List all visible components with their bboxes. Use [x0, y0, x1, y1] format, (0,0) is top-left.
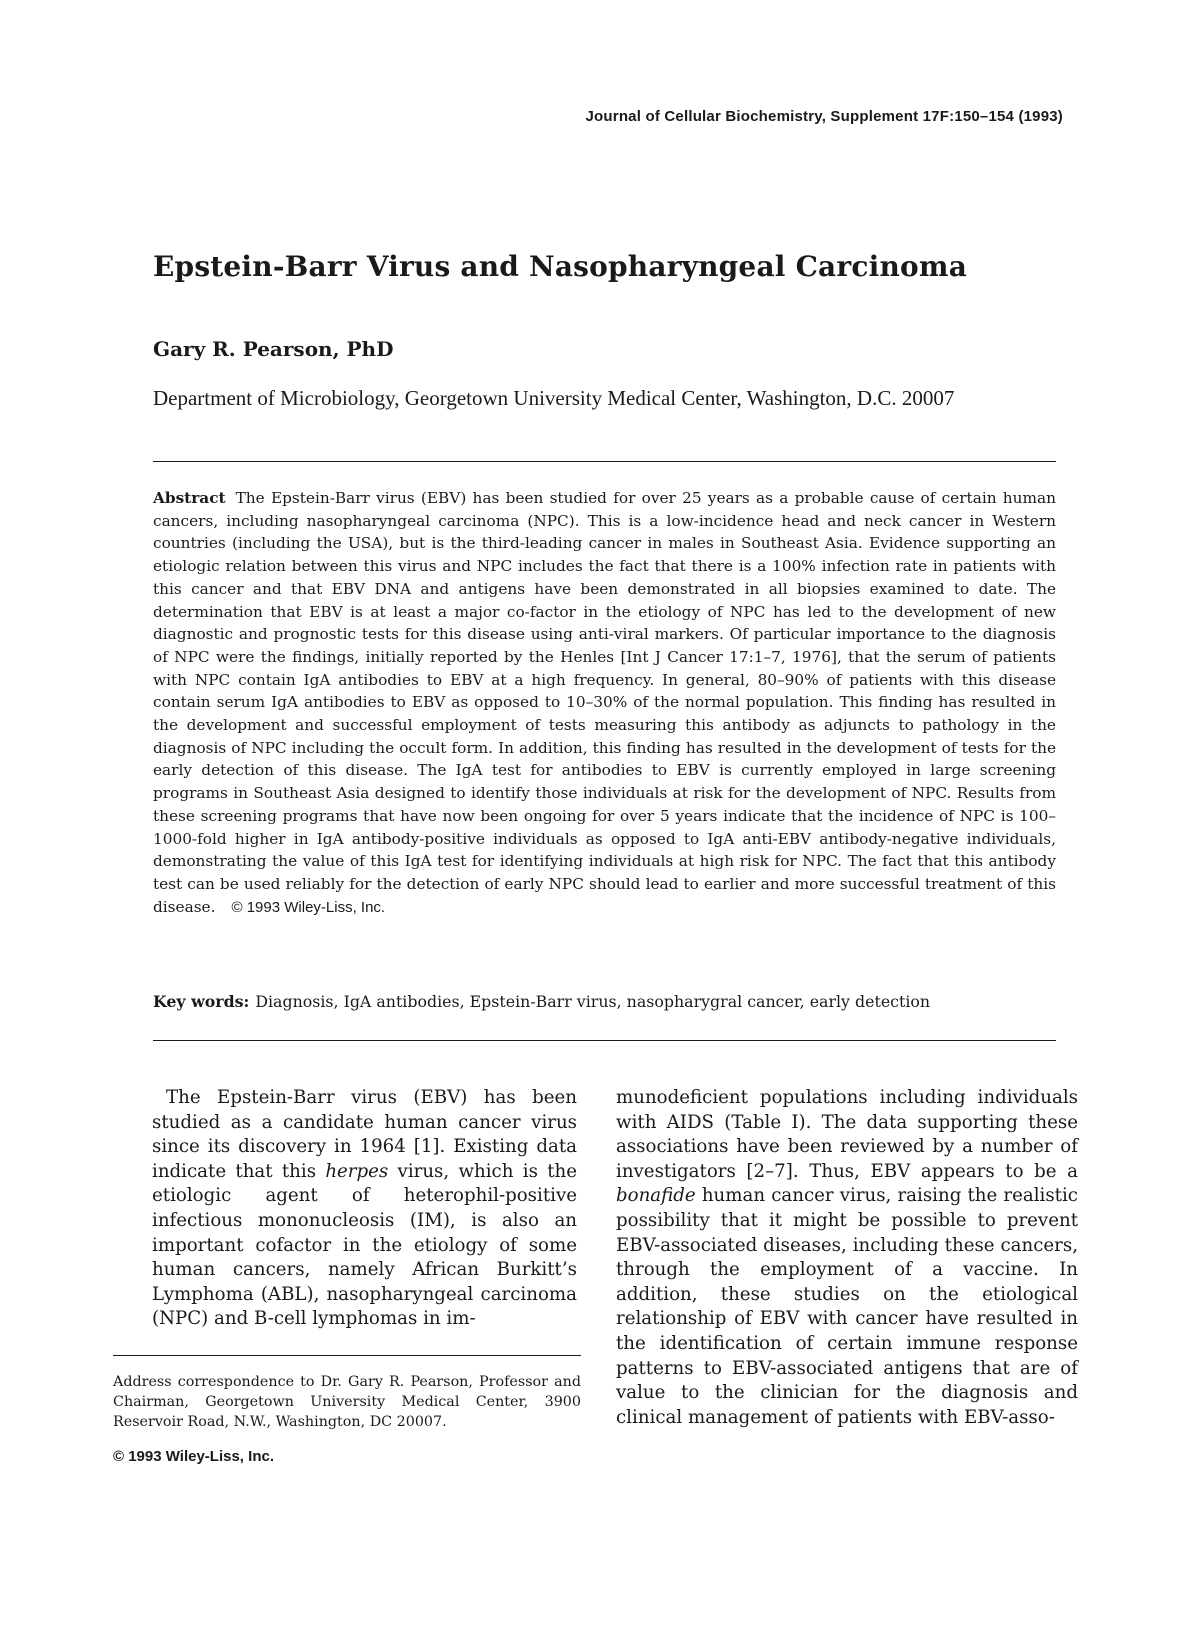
bottom-divider: [153, 1040, 1056, 1041]
body-left-text-1: The Epstein-Barr virus (EBV) has been studied as a candidate human cancer virus since its discovery in 1964 [1]. Existing data indicate that this: [152, 1087, 577, 1182]
keywords-text: Diagnosis, IgA antibodies, Epstein-Barr virus, nasopharygral cancer, early detection: [255, 992, 931, 1011]
footnote-divider: [113, 1355, 581, 1356]
body-left-text-2: virus, which is the etiologic agent of heterophil-positive infectious mononucleosis (IM), is also an important cofactor in the etiology of some human cancers, namely African Burkitt’s Lymphoma (ABL), nasopharyngeal carcinoma (NPC) and B-cell lymphomas in im-: [152, 1160, 577, 1330]
abstract: [153, 487, 1056, 919]
keywords: [153, 992, 1056, 1011]
body-right-text-1: munodeficient populations including individuals with AIDS (Table I). The data supporting these associations have been reviewed by a number of investigators [2–7]. Thus, EBV appears to be a: [616, 1087, 1078, 1182]
keywords-heading: Key words:: [153, 992, 250, 1011]
abstract-text: The Epstein-Barr virus (EBV) has been studied for over 25 years as a probable cause of certain human cancers, including nasopharyngeal carcinoma (NPC). This is a low-incidence head and neck cancer in Western countries (including the USA), but is the third-leading cancer in males in Southeast Asia. Evidence supporting an etiologic relation between this virus and NPC includes the fact that there is a 100% infection rate in patients with this cancer and that EBV DNA and antigens have been demonstrated in all biopsies examined to date. The determination that EBV is at least a major co-factor in the etiology of NPC has led to the development of new diagnostic and prognostic tests for this disease using anti-viral markers. Of particular importance to the diagnosis of NPC were the findings, initially reported by the Henles [Int J Cancer 17:1–7, 1976], that the serum of patients with NPC contain IgA antibodies to EBV at a high frequency. In general, 80–90% of patients with this disease contain serum IgA antibodies to EBV as opposed to 10–30% of the normal population. This finding has resulted in the development and successful employment of tests measuring this antibody as adjuncts to pathology in the diagnosis of NPC including the occult form. In addition, this finding has resulted in the development of tests for the early detection of this disease. The IgA test for antibodies to EBV is currently employed in large screening programs in Southeast Asia designed to identify those individuals at risk for the development of NPC. Results from these screening programs that have now been ongoing for over 5 years indicate that the incidence of NPC is 100–1000-fold higher in IgA antibody-positive individuals as opposed to IgA anti-EBV antibody-negative individuals, demonstrating the value of this IgA test for identifying individuals at high risk for NPC. The fact that this antibody test can be used reliably for the detection of early NPC should lead to earlier and more successful treatment of this disease.: [153, 489, 1056, 916]
author-name: Gary R. Pearson, PhD: [153, 337, 394, 361]
abstract-heading: Abstract: [153, 489, 226, 507]
journal-citation: Journal of Cellular Biochemistry, Supplement 17F:150–154 (1993): [585, 108, 1063, 125]
author-affiliation: Department of Microbiology, Georgetown University Medical Center, Washington, D.C. 20007: [153, 386, 955, 410]
body-right-italic: bonafide: [616, 1185, 696, 1207]
article-title: Epstein-Barr Virus and Nasopharyngeal Carcinoma: [153, 250, 968, 283]
body-column-left: [152, 1086, 577, 1332]
body-left-italic: herpes: [325, 1160, 389, 1182]
page-copyright: © 1993 Wiley-Liss, Inc.: [113, 1448, 274, 1465]
body-column-right: [616, 1086, 1078, 1430]
abstract-copyright: © 1993 Wiley-Liss, Inc.: [231, 898, 386, 916]
body-right-text-2: human cancer virus, raising the realistic possibility that it might be possible to prevent EBV-associated diseases, including these cancers, through the employment of a vaccine. In addition, these studies on the etiological relationship of EBV with cancer have resulted in the identification of certain immune response patterns to EBV-associated antigens that are of value to the clinician for the diagnosis and clinical management of patients with EBV-asso-: [616, 1185, 1078, 1428]
correspondence-footnote: Address correspondence to Dr. Gary R. Pearson, Professor and Chairman, Georgetown University Medical Center, 3900 Reservoir Road, N.W., Washington, DC 20007.: [113, 1374, 581, 1431]
top-divider: [153, 461, 1056, 462]
